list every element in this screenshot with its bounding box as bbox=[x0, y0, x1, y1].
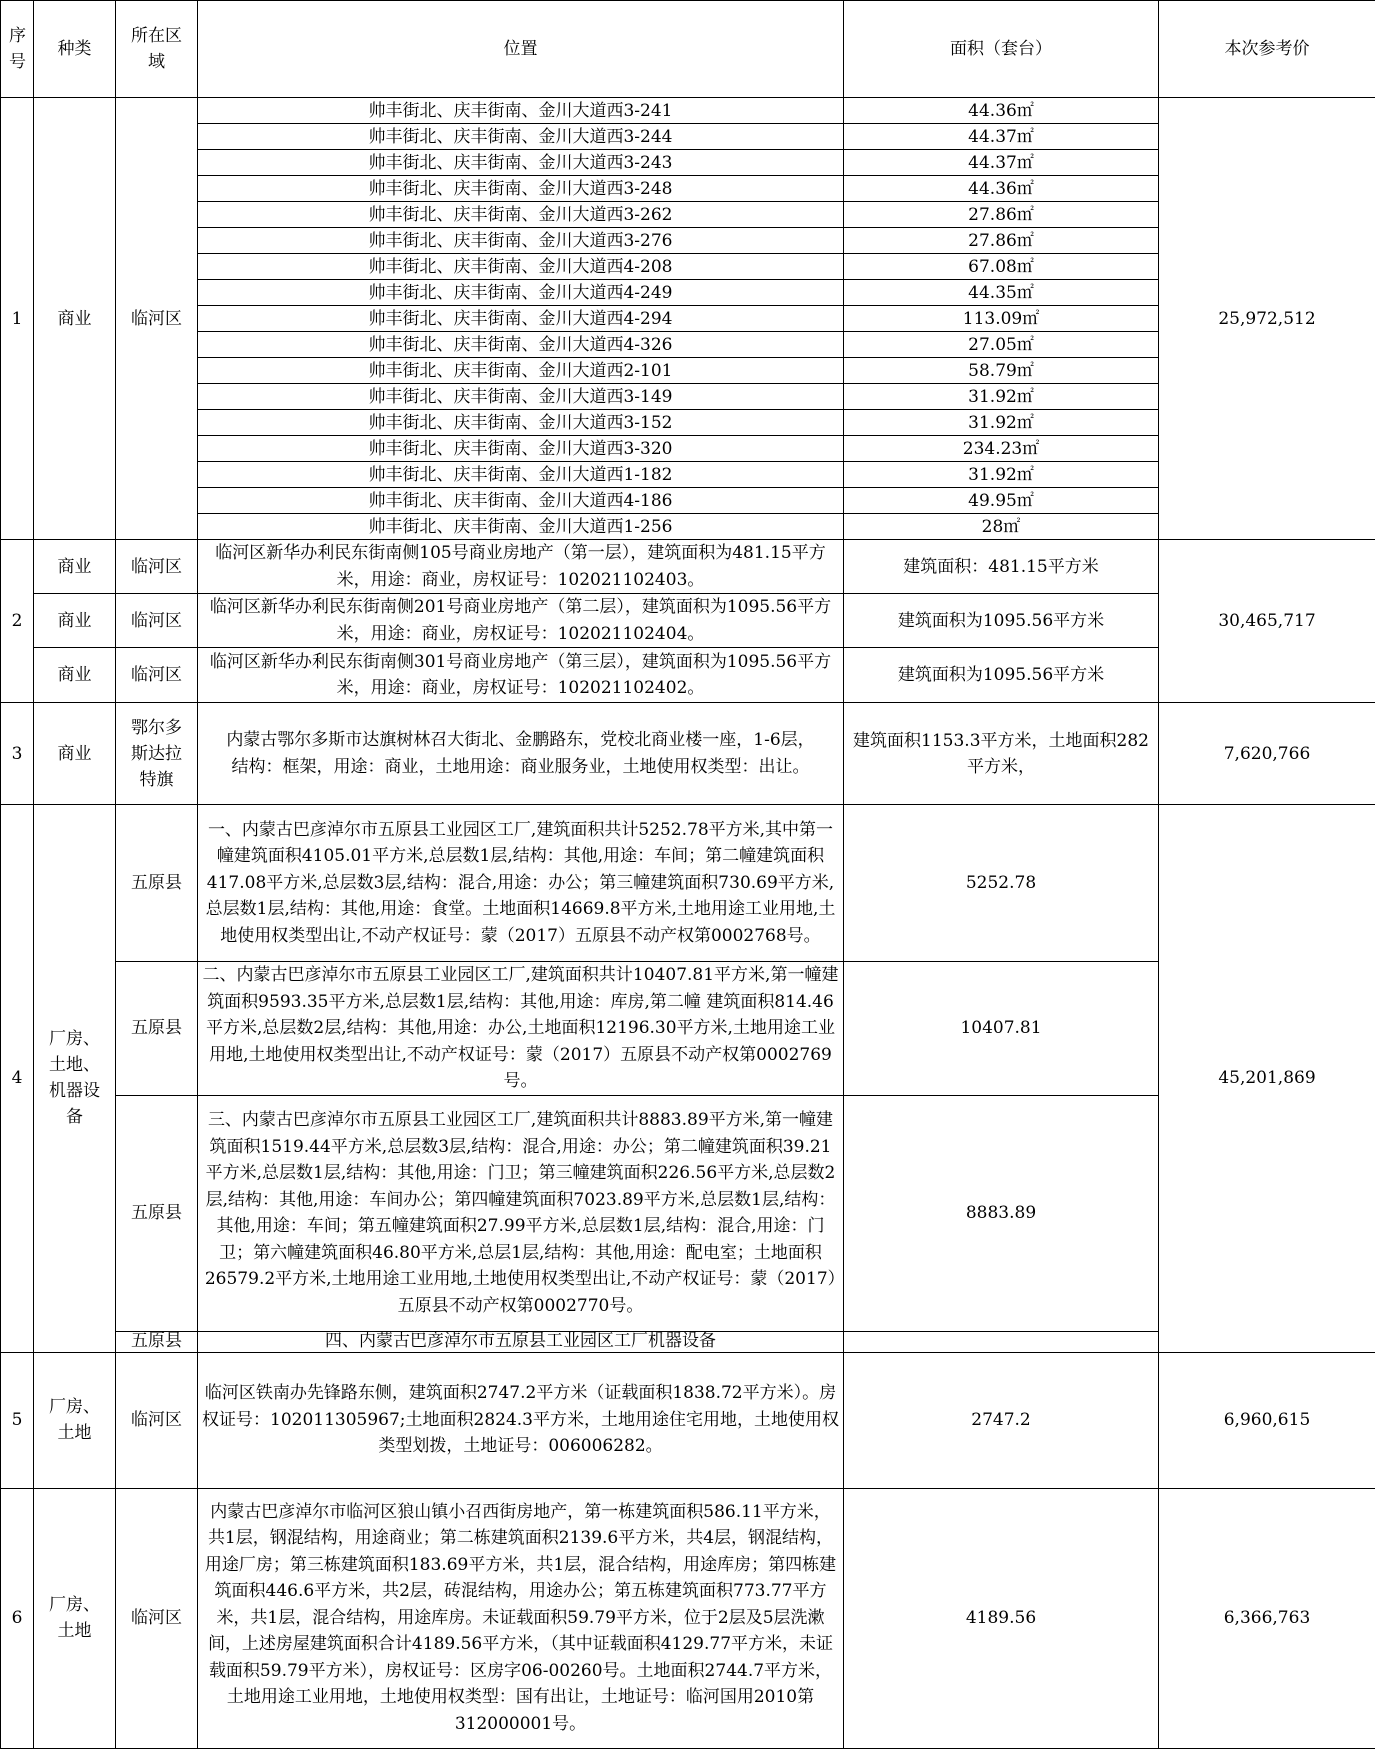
group1-location: 帅丰街北、庆丰街南、金川大道西3-241 bbox=[198, 98, 844, 124]
group1-price: 25,972,512 bbox=[1159, 98, 1375, 540]
group1-area: 27.86㎡ bbox=[844, 228, 1159, 254]
group4-region: 五原县 bbox=[116, 962, 198, 1096]
group5-seq: 5 bbox=[1, 1352, 34, 1488]
group3-region: 鄂尔多斯达拉特旗 bbox=[116, 703, 198, 805]
group1-area: 234.23㎡ bbox=[844, 436, 1159, 462]
group1-location: 帅丰街北、庆丰街南、金川大道西4-208 bbox=[198, 254, 844, 280]
group1-area: 49.95㎡ bbox=[844, 488, 1159, 514]
group2-area: 建筑面积为1095.56平方米 bbox=[844, 594, 1159, 648]
group4-area: 5252.78 bbox=[844, 805, 1159, 962]
group1-location: 帅丰街北、庆丰街南、金川大道西3-276 bbox=[198, 228, 844, 254]
group6-type: 厂房、土地 bbox=[34, 1488, 116, 1748]
group1-type: 商业 bbox=[34, 98, 116, 540]
group1-location: 帅丰街北、庆丰街南、金川大道西4-249 bbox=[198, 280, 844, 306]
table-row bbox=[1, 98, 1375, 124]
group6-price: 6,366,763 bbox=[1159, 1488, 1375, 1748]
group4-region: 五原县 bbox=[116, 805, 198, 962]
group1-location: 帅丰街北、庆丰街南、金川大道西3-244 bbox=[198, 124, 844, 150]
group1-location: 帅丰街北、庆丰街南、金川大道西3-248 bbox=[198, 176, 844, 202]
group3-price: 7,620,766 bbox=[1159, 703, 1375, 805]
group3-location: 内蒙古鄂尔多斯市达旗树林召大街北、金鹏路东，党校北商业楼一座，1-6层，结构：框架，用途：商业，土地用途：商业服务业，土地使用权类型：出让。 bbox=[198, 703, 844, 805]
group4-area bbox=[844, 1331, 1159, 1352]
header-row bbox=[1, 1, 1375, 98]
group1-location: 帅丰街北、庆丰街南、金川大道西4-186 bbox=[198, 488, 844, 514]
group1-area: 27.05㎡ bbox=[844, 332, 1159, 358]
group5-location: 临河区铁南办先锋路东侧，建筑面积2747.2平方米（证载面积1838.72平方米）。房权证号：102011305967;土地面积2824.3平方米，土地用途住宅用地，土地使用权类型划拨，土地证号：006006282。 bbox=[198, 1352, 844, 1488]
group1-area: 44.35㎡ bbox=[844, 280, 1159, 306]
group2-type: 商业 bbox=[34, 648, 116, 703]
group1-location: 帅丰街北、庆丰街南、金川大道西3-149 bbox=[198, 384, 844, 410]
table-row bbox=[1, 540, 1375, 594]
group1-location: 帅丰街北、庆丰街南、金川大道西3-243 bbox=[198, 150, 844, 176]
group1-location: 帅丰街北、庆丰街南、金川大道西4-294 bbox=[198, 306, 844, 332]
group1-area: 28㎡ bbox=[844, 514, 1159, 540]
group2-location: 临河区新华办利民东街南侧201号商业房地产（第二层），建筑面积为1095.56平方米，用途：商业，房权证号：102021102404。 bbox=[198, 594, 844, 648]
table-row bbox=[1, 805, 1375, 962]
group1-area: 44.37㎡ bbox=[844, 124, 1159, 150]
group4-location: 二、内蒙古巴彦淖尔市五原县工业园区工厂,建筑面积共计10407.81平方米,第一幢建筑面积9593.35平方米,总层数1层,结构：其他,用途：库房,第二幢 建筑面积814.46平方米,总层数2层,结构：其他,用途：办公,土地面积12196.30平方米,土地用途工业用地,土地使用权类型出让,不动产权证号：蒙（2017）五原县不动产权第0002769号。 bbox=[198, 962, 844, 1096]
header-region: 所在区域 bbox=[116, 1, 198, 98]
group4-type: 厂房、土地、机器设备 bbox=[34, 805, 116, 1353]
group1-area: 31.92㎡ bbox=[844, 410, 1159, 436]
group6-region: 临河区 bbox=[116, 1488, 198, 1748]
group1-location: 帅丰街北、庆丰街南、金川大道西4-326 bbox=[198, 332, 844, 358]
group1-area: 44.36㎡ bbox=[844, 98, 1159, 124]
group2-seq: 2 bbox=[1, 540, 34, 703]
group4-area: 8883.89 bbox=[844, 1095, 1159, 1331]
group1-location: 帅丰街北、庆丰街南、金川大道西3-320 bbox=[198, 436, 844, 462]
group4-area: 10407.81 bbox=[844, 962, 1159, 1096]
group2-area: 建筑面积：481.15平方米 bbox=[844, 540, 1159, 594]
header-seq: 序号 bbox=[1, 1, 34, 98]
group1-area: 67.08㎡ bbox=[844, 254, 1159, 280]
group4-location: 三、内蒙古巴彦淖尔市五原县工业园区工厂,建筑面积共计8883.89平方米,第一幢建筑面积1519.44平方米,总层数3层,结构：混合,用途：办公；第二幢建筑面积39.21平方米,总层数1层,结构：其他,用途：门卫；第三幢建筑面积226.56平方米,总层数2层,结构：其他,用途：车间办公；第四幢建筑面积7023.89平方米,总层数1层,结构：其他,用途：车间；第五幢建筑面积27.99平方米,总层数1层,结构：混合,用途：门卫；第六幢建筑面积46.80平方米,总层1层,结构：其他,用途：配电室；土地面积26579.2平方米,土地用途工业用地,土地使用权类型出让,不动产权证号：蒙（2017）五原县不动产权第0002770号。 bbox=[198, 1095, 844, 1331]
group2-region: 临河区 bbox=[116, 648, 198, 703]
group1-area: 27.86㎡ bbox=[844, 202, 1159, 228]
group5-type: 厂房、土地 bbox=[34, 1352, 116, 1488]
group1-location: 帅丰街北、庆丰街南、金川大道西1-256 bbox=[198, 514, 844, 540]
group1-seq: 1 bbox=[1, 98, 34, 540]
group2-location: 临河区新华办利民东街南侧301号商业房地产（第三层），建筑面积为1095.56平方米，用途：商业，房权证号：102021102402。 bbox=[198, 648, 844, 703]
group1-area: 31.92㎡ bbox=[844, 384, 1159, 410]
table-row bbox=[1, 1352, 1375, 1488]
group1-location: 帅丰街北、庆丰街南、金川大道西3-152 bbox=[198, 410, 844, 436]
header-type: 种类 bbox=[34, 1, 116, 98]
group1-location: 帅丰街北、庆丰街南、金川大道西3-262 bbox=[198, 202, 844, 228]
group2-location: 临河区新华办利民东街南侧105号商业房地产（第一层），建筑面积为481.15平方米，用途：商业，房权证号：102021102403。 bbox=[198, 540, 844, 594]
header-area: 面积（套台） bbox=[844, 1, 1159, 98]
group1-area: 31.92㎡ bbox=[844, 462, 1159, 488]
group6-location: 内蒙古巴彦淖尔市临河区狼山镇小召西街房地产，第一栋建筑面积586.11平方米，共1层，钢混结构，用途商业；第二栋建筑面积2139.6平方米，共4层，钢混结构，用途厂房；第三栋建筑面积183.69平方米，共1层，混合结构，用途库房；第四栋建筑面积446.6平方米，共2层，砖混结构，用途办公；第五栋建筑面积773.77平方米，共1层，混合结构，用途库房。未证载面积59.79平方米，位于2层及5层洗漱间，上述房屋建筑面积合计4189.56平方米，（其中证载面积4129.77平方米，未证载面积59.79平方米），房权证号：区房字06-00260号。土地面积2744.7平方米，土地用途工业用地，土地使用权类型：国有出让，土地证号：临河国用2010第312000001号。 bbox=[198, 1488, 844, 1748]
group2-region: 临河区 bbox=[116, 594, 198, 648]
group2-price: 30,465,717 bbox=[1159, 540, 1375, 703]
table-row bbox=[1, 703, 1375, 805]
group2-type: 商业 bbox=[34, 594, 116, 648]
group1-location: 帅丰街北、庆丰街南、金川大道西2-101 bbox=[198, 358, 844, 384]
group5-region: 临河区 bbox=[116, 1352, 198, 1488]
header-location: 位置 bbox=[198, 1, 844, 98]
group3-type: 商业 bbox=[34, 703, 116, 805]
group6-area: 4189.56 bbox=[844, 1488, 1159, 1748]
header-price: 本次参考价 bbox=[1159, 1, 1375, 98]
group2-region: 临河区 bbox=[116, 540, 198, 594]
group5-price: 6,960,615 bbox=[1159, 1352, 1375, 1488]
group4-region: 五原县 bbox=[116, 1095, 198, 1331]
group2-type: 商业 bbox=[34, 540, 116, 594]
table-row bbox=[1, 1488, 1375, 1748]
group6-seq: 6 bbox=[1, 1488, 34, 1748]
group4-price: 45,201,869 bbox=[1159, 805, 1375, 1353]
group3-seq: 3 bbox=[1, 703, 34, 805]
group4-region: 五原县 bbox=[116, 1331, 198, 1352]
group5-area: 2747.2 bbox=[844, 1352, 1159, 1488]
group1-region: 临河区 bbox=[116, 98, 198, 540]
group2-area: 建筑面积为1095.56平方米 bbox=[844, 648, 1159, 703]
group1-area: 58.79㎡ bbox=[844, 358, 1159, 384]
group4-seq: 4 bbox=[1, 805, 34, 1353]
group1-location: 帅丰街北、庆丰街南、金川大道西1-182 bbox=[198, 462, 844, 488]
group1-area: 113.09㎡ bbox=[844, 306, 1159, 332]
group1-area: 44.37㎡ bbox=[844, 150, 1159, 176]
group4-location: 四、内蒙古巴彦淖尔市五原县工业园区工厂机器设备 bbox=[198, 1331, 844, 1352]
group1-area: 44.36㎡ bbox=[844, 176, 1159, 202]
group4-location: 一、内蒙古巴彦淖尔市五原县工业园区工厂,建筑面积共计5252.78平方米,其中第一幢建筑面积4105.01平方米,总层数1层,结构：其他,用途：车间；第二幢建筑面积417.08平方米,总层数3层,结构：混合,用途：办公；第三幢建筑面积730.69平方米,总层数1层,结构：其他,用途：食堂。土地面积14669.8平方米,土地用途工业用地,土地使用权类型出让,不动产权证号：蒙（2017）五原县不动产权第0002768号。 bbox=[198, 805, 844, 962]
group3-area: 建筑面积1153.3平方米，土地面积282平方米， bbox=[844, 703, 1159, 805]
